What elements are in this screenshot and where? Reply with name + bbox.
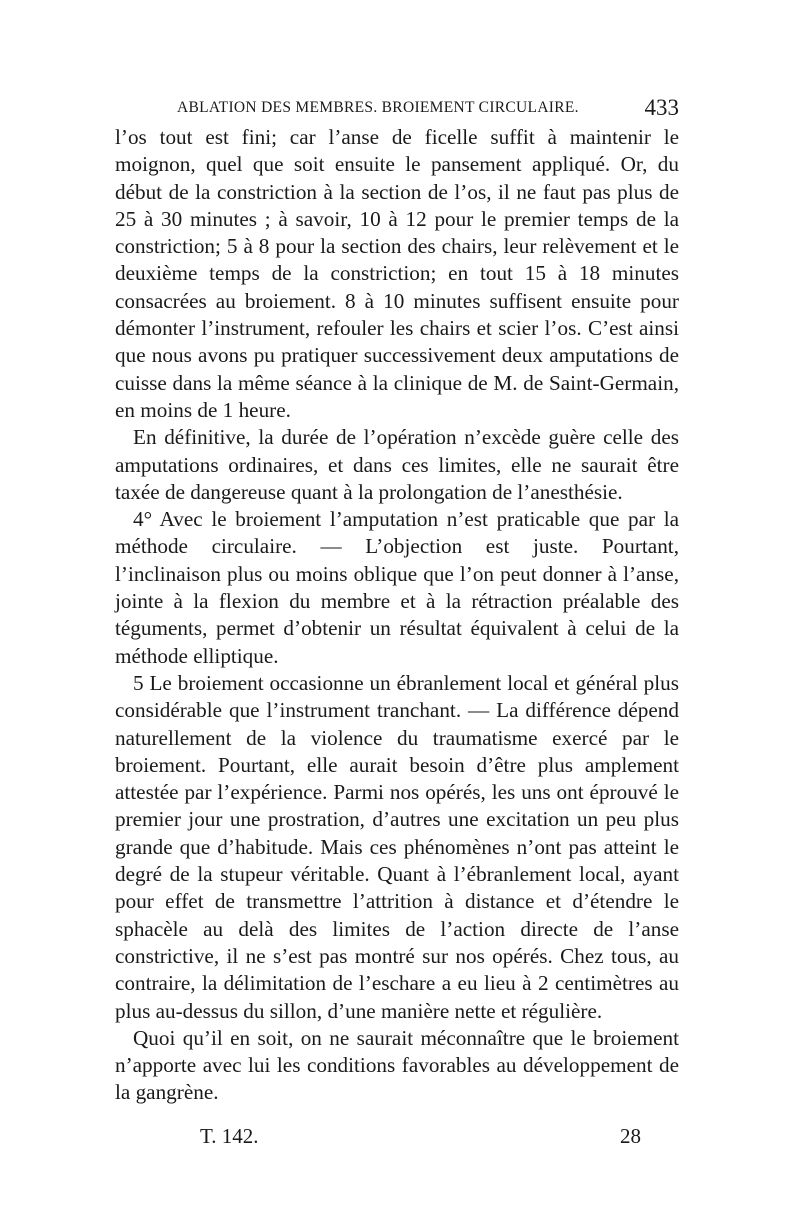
body-text (115, 124, 679, 1107)
sheet-number: 28 (620, 1124, 641, 1148)
paragraph: En définitive, la durée de l’opération n’excède guère celle des amputations ordinaires, et dans ces limites, elle ne saurait être taxée de dangereuse quant à la prolongation de l’anesthésie. (115, 425, 679, 504)
paragraph: 4° Avec le broiement l’amputation n’est praticable que par la méthode circulaire. — L’objection est juste. Pourtant, l’inclinaison plus ou moins oblique que l’on peut donner à l’anse, jointe à la flexion du membre et à la rétraction préalable des téguments, permet d’obtenir un résultat équivalent à celui de la méthode elliptique. (115, 507, 679, 668)
page-number: 433 (644, 95, 679, 120)
paragraph: Quoi qu’il en soit, on ne saurait méconnaître que le broiement n’apporte avec lui les conditions favorables au développement de la gangrène. (115, 1025, 679, 1105)
page-footer (115, 1124, 679, 1152)
page-header (115, 95, 679, 121)
paragraph-continuation: l’os tout est fini; car l’anse de ficelle suffit à maintenir le moignon, quel que soit ensuite le pansement appliqué. Or, du début de la constriction à la section de l’os, il ne faut pas plus de 25 à 30 minutes ; à savoir, 10 à 12 pour le premier temps de la constriction; 5 à 8 pour la section des chairs, leur relèvement et le deuxième temps de la constriction; en tout 15 à 18 minutes consacrées au broiement. 8 à 10 minutes suffisent ensuite pour démonter l’instrument, refouler les chairs et scier l’os. C’est ainsi que nous avons pu pratiquer successivement deux amputations de cuisse dans la même séance à la clinique de M. de Saint-Germain, en moins de 1 heure. (115, 125, 679, 422)
paragraph: 5 Le broiement occasionne un ébranlement local et général plus considérable que l’instrument tranchant. — La différence dépend naturellement de la violence du traumatisme exercé par le broiement. Pourtant, elle aurait besoin d’être plus amplement attestée par l’expérience. Parmi nos opérés, les uns ont éprouvé le premier jour une prostration, d’autres une excitation un peu plus grande que d’habitude. Mais ces phénomènes n’ont pas atteint le degré de la stupeur véritable. Quant à l’ébranlement local, ayant pour effet de transmettre l’attrition à distance et d’étendre le sphacèle au delà des limites de l’action directe de l’anse constrictive, il ne s’est pas montré sur nos opérés. Chez tous, au contraire, la délimitation de l’eschare a eu lieu à 2 centimètres au plus au-dessus du sillon, d’une manière nette et régulière. (115, 670, 679, 1023)
signature-mark: T. 142. (200, 1124, 259, 1148)
running-title: ABLATION DES MEMBRES. BROIEMENT CIRCULAIRE. (177, 99, 579, 116)
